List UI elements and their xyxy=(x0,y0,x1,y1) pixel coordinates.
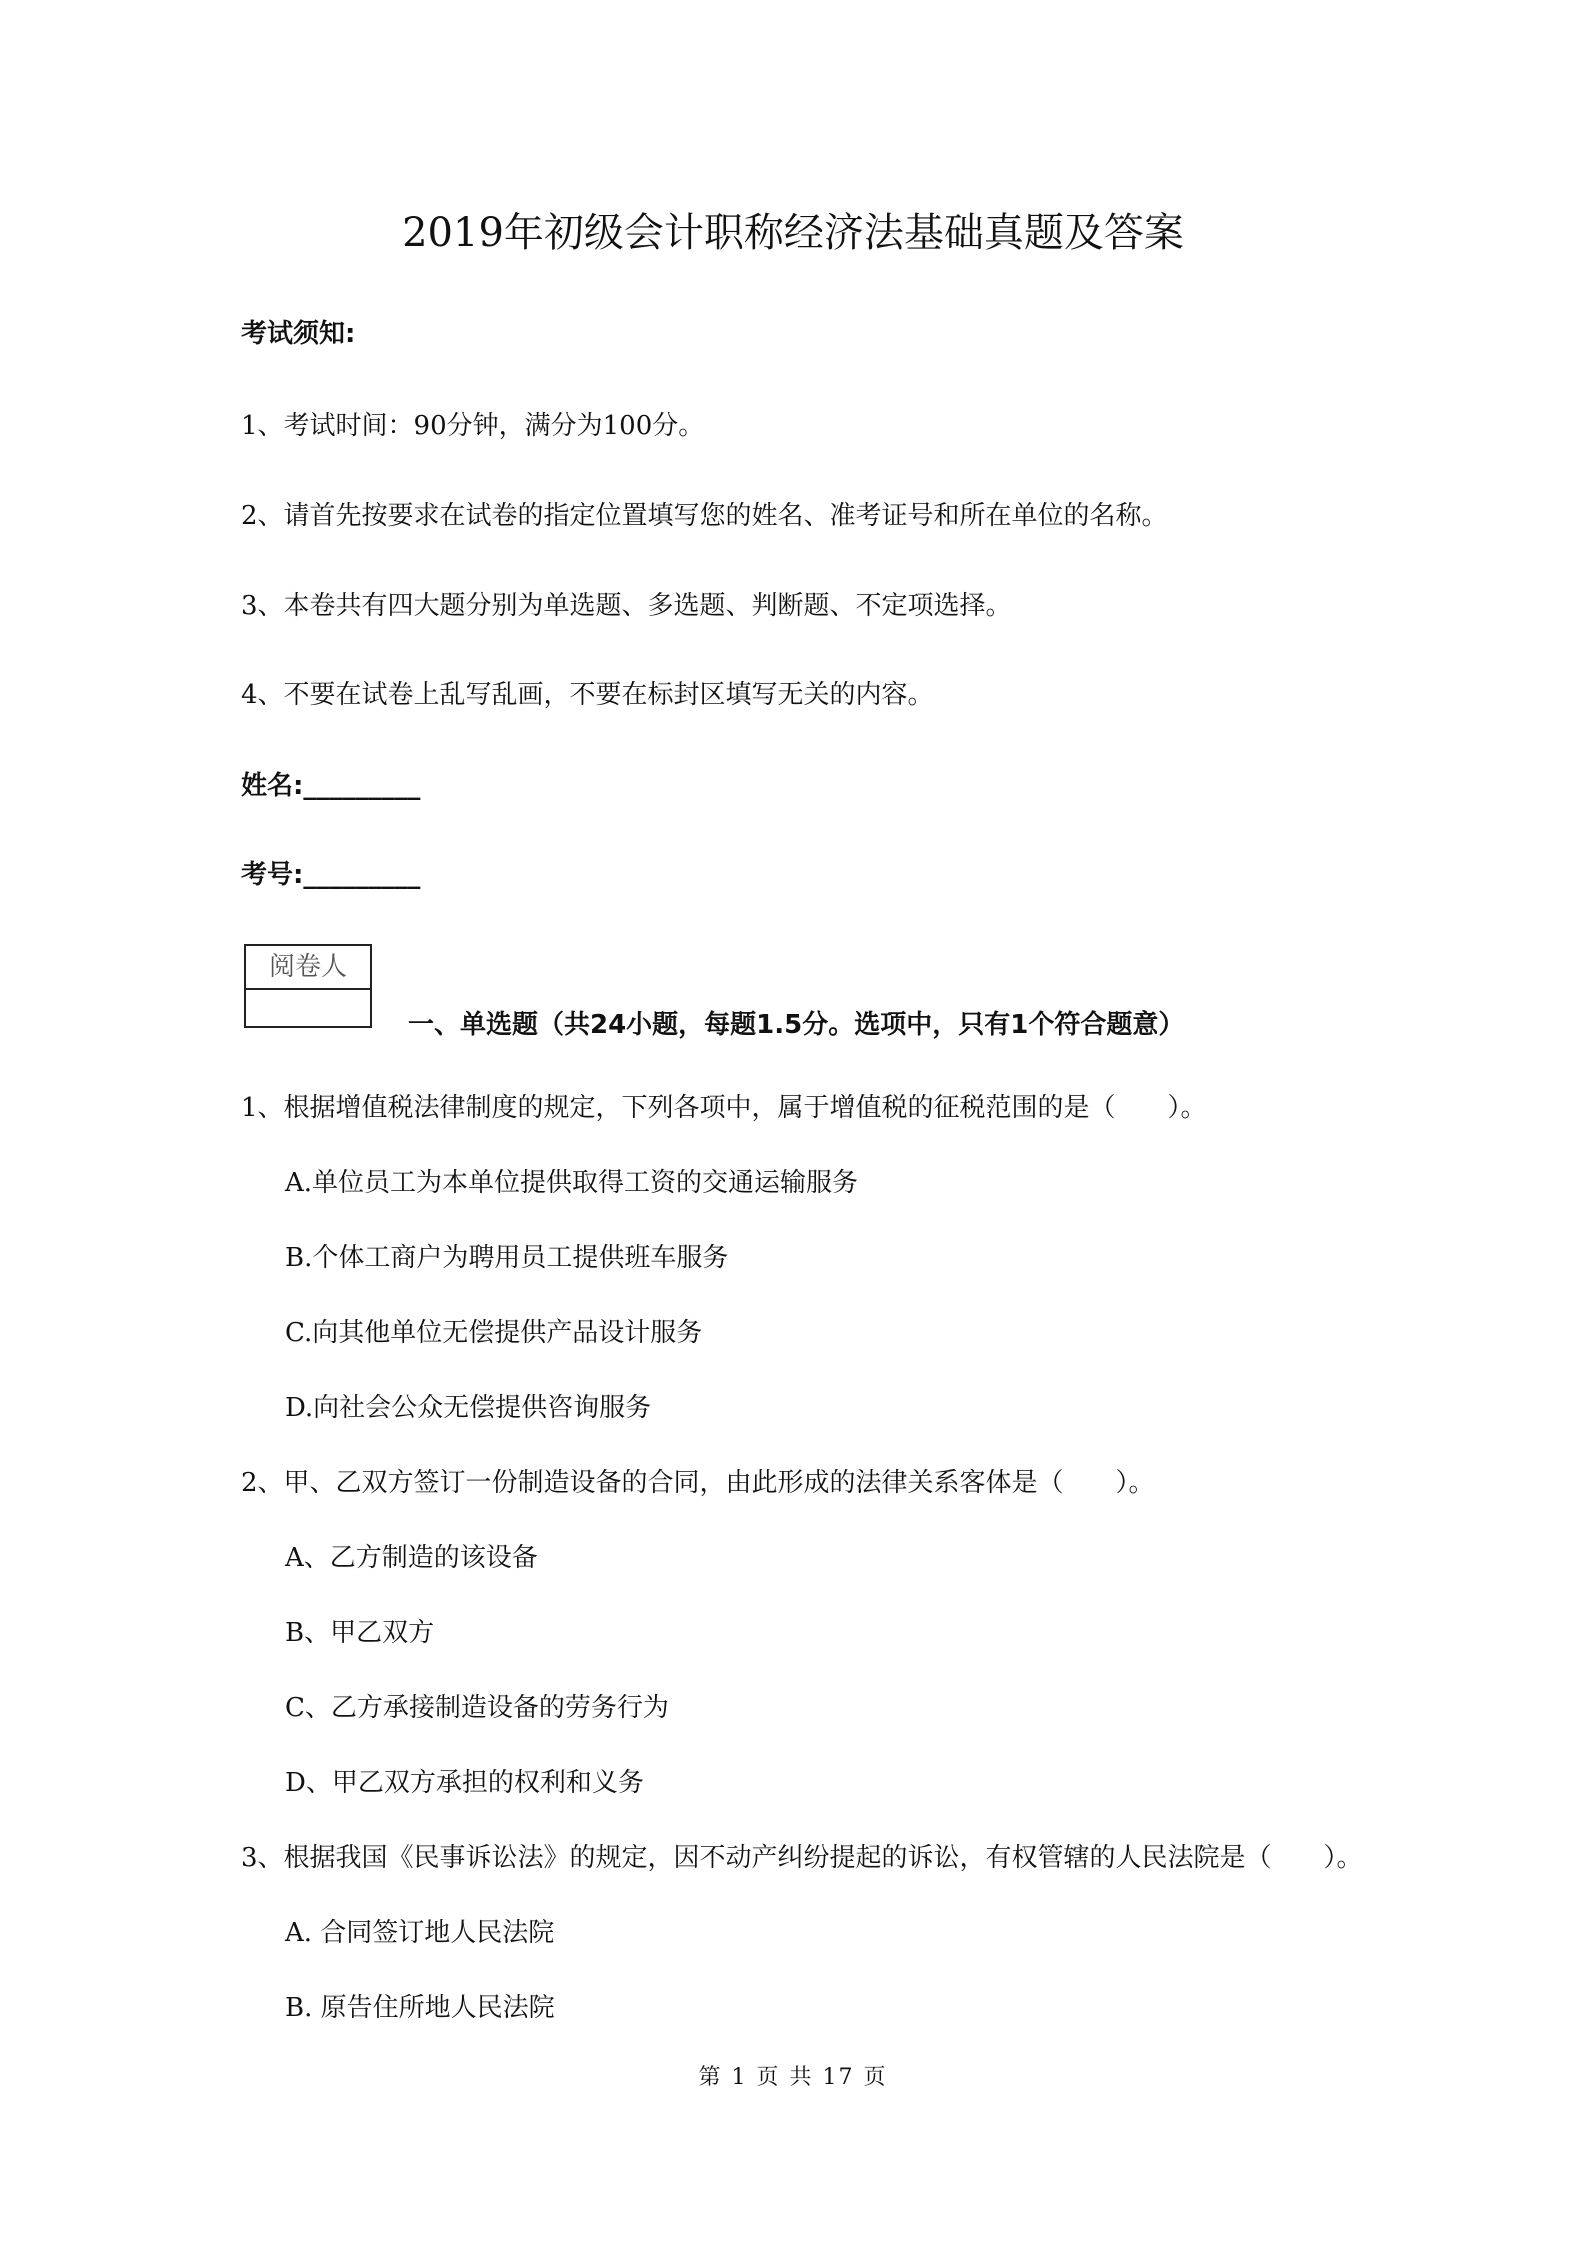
exam-id-label: 考号: xyxy=(241,860,304,890)
section-heading: 一、单选题（共24小题，每题1.5分。选项中，只有1个符合题意） xyxy=(408,1010,1185,1040)
question-option: D、甲乙双方承担的权利和义务 xyxy=(285,1768,644,1798)
grader-box xyxy=(244,944,372,1028)
name-field xyxy=(241,768,420,804)
notice-item: 2、请首先按要求在试卷的指定位置填写您的姓名、准考证号和所在单位的名称。 xyxy=(241,501,1168,531)
question-option: B.个体工商户为聘用员工提供班车服务 xyxy=(285,1243,729,1273)
question-option: C.向其他单位无偿提供产品设计服务 xyxy=(285,1318,703,1348)
question-option: B、甲乙双方 xyxy=(285,1618,435,1648)
exam-id-blank[interactable]: _________ xyxy=(303,860,421,890)
question-option: B. 原告住所地人民法院 xyxy=(285,1993,555,2023)
question-option: A.单位员工为本单位提供取得工资的交通运输服务 xyxy=(285,1168,859,1198)
document-title: 2019年初级会计职称经济法基础真题及答案 xyxy=(402,210,1184,256)
question-option: C、乙方承接制造设备的劳务行为 xyxy=(285,1693,669,1723)
notice-item: 3、本卷共有四大题分别为单选题、多选题、判断题、不定项选择。 xyxy=(241,591,1012,621)
question-text: 1、根据增值税法律制度的规定，下列各项中，属于增值税的征税范围的是（ ）。 xyxy=(241,1093,1207,1123)
question-text: 3、根据我国《民事诉讼法》的规定，因不动产纠纷提起的诉讼，有权管辖的人民法院是（ ）。 xyxy=(241,1843,1363,1873)
question-option: A. 合同签订地人民法院 xyxy=(285,1918,555,1948)
notice-item: 4、不要在试卷上乱写乱画，不要在标封区填写无关的内容。 xyxy=(241,680,934,710)
question-text: 2、甲、乙双方签订一份制造设备的合同，由此形成的法律关系客体是（ ）。 xyxy=(241,1468,1155,1498)
exam-id-field xyxy=(241,857,420,893)
question-option: D.向社会公众无偿提供咨询服务 xyxy=(285,1393,652,1423)
question-option: A、乙方制造的该设备 xyxy=(285,1543,538,1573)
grader-label: 阅卷人 xyxy=(246,946,370,990)
page-footer: 第 1 页 共 17 页 xyxy=(698,2065,888,2090)
name-blank[interactable]: _________ xyxy=(303,771,421,801)
notice-heading: 考试须知: xyxy=(241,319,356,349)
name-label: 姓名: xyxy=(241,771,304,801)
notice-item: 1、考试时间：90分钟，满分为100分。 xyxy=(241,411,705,441)
